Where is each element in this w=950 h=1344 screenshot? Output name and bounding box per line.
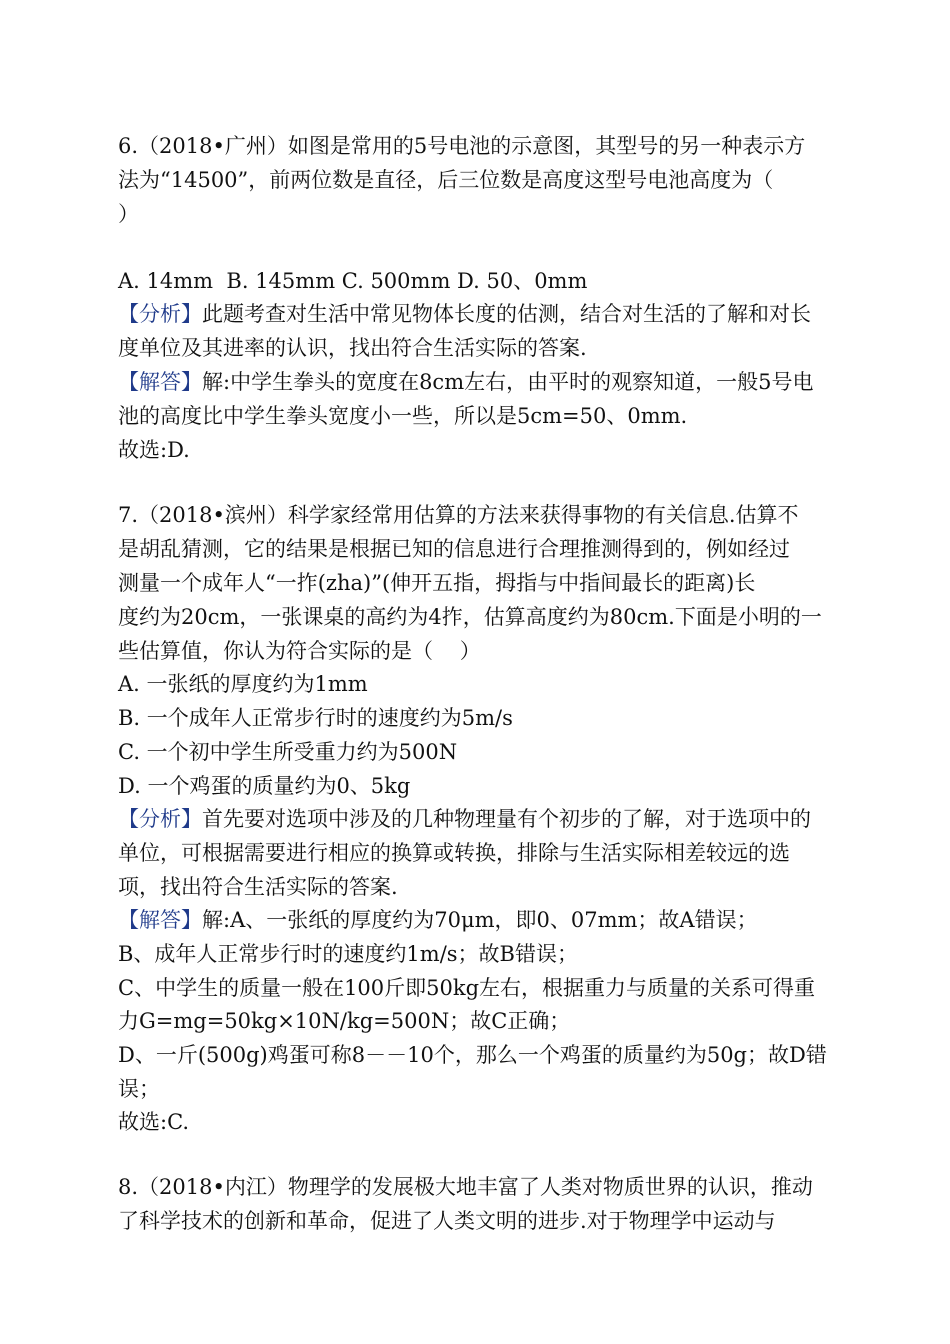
question-6-options: A. 14mm B. 145mm C. 500mm D. 50、0mm bbox=[118, 269, 588, 293]
question-8-line-1: 8.（2018•内江）物理学的发展极大地丰富了人类对物质世界的认识，推动 bbox=[118, 1175, 813, 1199]
question-7-line-5: 些估算值，你认为符合实际的是（ ） bbox=[118, 639, 481, 663]
question-6-solution-line-1 bbox=[118, 367, 813, 397]
question-8-line-2: 了科学技术的创新和革命，促进了人类文明的进步.对于物理学中运动与 bbox=[118, 1209, 776, 1233]
analysis-text: 此题考查对生活中常见物体长度的估测，结合对生活的了解和对长 bbox=[202, 302, 811, 326]
question-7-analysis-line-3: 项，找出符合生活实际的答案. bbox=[118, 875, 398, 899]
analysis-tag: 【分析】 bbox=[118, 302, 202, 326]
question-7-solution-line-7: 故选:C. bbox=[118, 1110, 190, 1134]
question-7-line-3: 测量一个成年人“一拃(zha)”(伸开五指，拇指与中指间最长的距离)长 bbox=[118, 571, 756, 595]
question-6-solution-line-3: 故选:D. bbox=[118, 438, 190, 462]
question-7-solution-line-6: 误； bbox=[118, 1077, 160, 1101]
question-7-analysis-line-1 bbox=[118, 804, 811, 834]
question-7-solution-line-1 bbox=[118, 905, 758, 935]
question-6-analysis-line-1 bbox=[118, 299, 811, 329]
question-7-line-2: 是胡乱猜测，它的结果是根据已知的信息进行合理推测得到的，例如经过 bbox=[118, 537, 790, 561]
question-6-line-3: ） bbox=[118, 202, 139, 226]
question-7-option-a: A. 一张纸的厚度约为1mm bbox=[118, 672, 368, 696]
question-6-line-2: 法为“14500”，前两位数是直径，后三位数是高度这型号电池高度为（ bbox=[118, 168, 774, 192]
question-6-solution-line-2: 池的高度比中学生拳头宽度小一些，所以是5cm=50、0mm. bbox=[118, 404, 688, 428]
solution-text: 解:中学生拳头的宽度在8cm左右，由平时的观察知道，一般5号电 bbox=[202, 370, 814, 394]
question-7-solution-line-5: D、一斤(500g)鸡蛋可称8－－10个，那么一个鸡蛋的质量约为50g；故D错 bbox=[118, 1043, 827, 1067]
question-7-option-c: C. 一个初中学生所受重力约为500N bbox=[118, 740, 458, 764]
question-7-solution-line-4: 力G=mg=50kg×10N/kg=500N；故C正确； bbox=[118, 1009, 571, 1033]
analysis-tag: 【分析】 bbox=[118, 807, 202, 831]
question-7-solution-line-2: B、成年人正常步行时的速度约1m/s；故B错误； bbox=[118, 942, 578, 966]
question-7-solution-line-3: C、中学生的质量一般在100斤即50kg左右，根据重力与质量的关系可得重 bbox=[118, 976, 816, 1000]
solution-text: 解:A、一张纸的厚度约为70μm，即0、07mm；故A错误； bbox=[202, 908, 758, 932]
question-6-line-1: 6.（2018•广州）如图是常用的5号电池的示意图，其型号的另一种表示方 bbox=[118, 134, 806, 158]
question-7-analysis-line-2: 单位，可根据需要进行相应的换算或转换，排除与生活实际相差较远的选 bbox=[118, 841, 790, 865]
question-6-analysis-line-2: 度单位及其进率的认识，找出符合生活实际的答案. bbox=[118, 336, 587, 360]
analysis-text: 首先要对选项中涉及的几种物理量有个初步的了解，对于选项中的 bbox=[202, 807, 811, 831]
question-7-option-b: B. 一个成年人正常步行时的速度约为5m/s bbox=[118, 706, 513, 730]
solution-tag: 【解答】 bbox=[118, 908, 202, 932]
solution-tag: 【解答】 bbox=[118, 370, 202, 394]
question-7-line-1: 7.（2018•滨州）科学家经常用估算的方法来获得事物的有关信息.估算不 bbox=[118, 503, 799, 527]
question-7-option-d: D. 一个鸡蛋的质量约为0、5kg bbox=[118, 774, 411, 798]
question-7-line-4: 度约为20cm，一张课桌的高约为4拃，估算高度约为80cm.下面是小明的一 bbox=[118, 605, 822, 629]
